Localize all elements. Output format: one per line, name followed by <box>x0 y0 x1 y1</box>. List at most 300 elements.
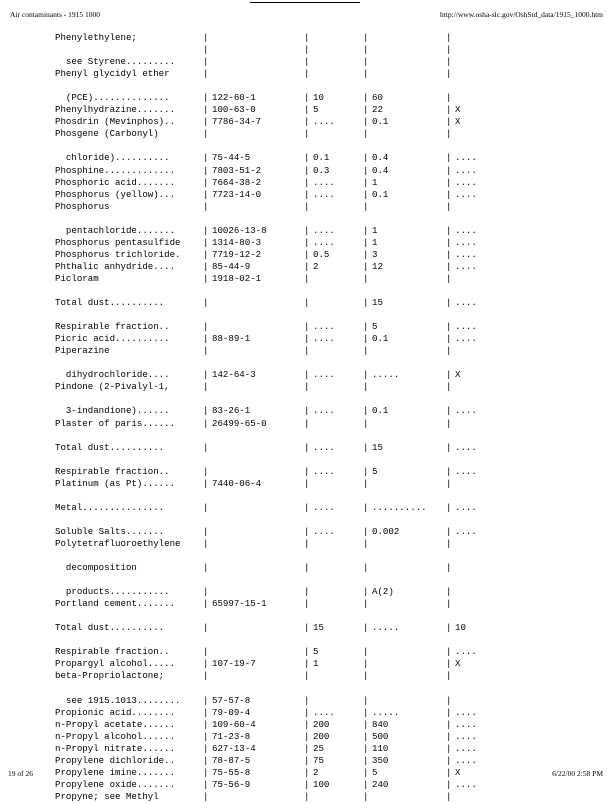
column-separator <box>203 514 212 526</box>
mgm3-value: .......... <box>372 501 427 513</box>
column-separator: | <box>363 56 369 68</box>
cas-number: 109-60-4 <box>212 718 256 730</box>
cas-number: 78-87-5 <box>212 754 251 766</box>
column-separator <box>363 490 372 502</box>
column-separator: | <box>203 742 209 754</box>
mgm3-value: 110 <box>372 742 389 754</box>
column-separator: | <box>203 321 209 333</box>
column-separator: | <box>203 32 209 43</box>
column-separator <box>203 393 212 405</box>
column-separator: | <box>304 200 310 212</box>
column-separator: | <box>304 706 310 718</box>
column-separator: | <box>446 272 452 284</box>
column-separator: | <box>446 778 452 790</box>
column-separator <box>363 140 372 152</box>
mgm3-value: 12 <box>372 260 383 272</box>
cas-number: 26499-65-0 <box>212 417 267 429</box>
substance-name: Phenylethylene; <box>55 32 137 43</box>
column-separator: | <box>446 200 452 212</box>
column-separator: | <box>363 44 369 56</box>
table-row <box>55 430 595 442</box>
cas-number: 79-09-4 <box>212 706 251 718</box>
column-separator: | <box>446 694 452 706</box>
column-separator: | <box>304 646 310 658</box>
substance-name: Respirable fraction.. <box>55 321 170 333</box>
ppm-value: 0.3 <box>313 164 330 176</box>
cas-number: 85-44-9 <box>212 260 251 272</box>
ppm-value: 5 <box>313 646 319 658</box>
table-row <box>55 574 595 586</box>
substance-name: n-Propyl alcohol...... <box>55 730 176 742</box>
footer-page-number: 19 of 26 <box>8 769 33 778</box>
column-separator: | <box>304 56 310 68</box>
ppm-value: 75 <box>313 754 324 766</box>
column-separator <box>446 309 455 321</box>
table-row <box>55 658 595 670</box>
table-row <box>55 116 595 128</box>
mgm3-value: 0.1 <box>372 333 389 345</box>
cas-number: 1314-80-3 <box>212 236 262 248</box>
ppm-value: 25 <box>313 742 324 754</box>
cas-number: 7719-12-2 <box>212 248 262 260</box>
column-separator: | <box>304 333 310 345</box>
substance-name: Piperazine <box>55 345 110 357</box>
table-row <box>55 767 595 779</box>
column-separator <box>363 309 372 321</box>
column-separator <box>203 309 212 321</box>
column-separator <box>446 140 455 152</box>
substance-name: Phosphoric acid....... <box>55 176 176 188</box>
skin-value: X <box>455 116 461 128</box>
column-separator <box>304 357 313 369</box>
column-separator: | <box>363 224 369 236</box>
cas-number: 75-44-5 <box>212 152 251 164</box>
column-separator: | <box>203 790 209 802</box>
footer-timestamp: 6/22/00 2:58 PM <box>552 769 603 778</box>
table-row <box>55 140 595 152</box>
column-separator: | <box>203 200 209 212</box>
skin-value: .... <box>455 441 477 453</box>
column-separator: | <box>304 586 310 598</box>
column-separator: | <box>446 670 452 682</box>
table-row <box>55 92 595 104</box>
column-separator: | <box>304 224 310 236</box>
column-separator: | <box>304 321 310 333</box>
ppm-value: 2 <box>313 766 319 778</box>
column-separator: | <box>446 754 452 766</box>
skin-value: .... <box>455 501 477 513</box>
substance-name: Phosdrin (Mevinphos).. <box>55 116 176 128</box>
column-separator: | <box>304 766 310 778</box>
skin-value: .... <box>455 260 477 272</box>
table-row <box>55 68 595 80</box>
column-separator: | <box>304 658 310 670</box>
mgm3-value: ..... <box>372 622 400 634</box>
mgm3-value: 3 <box>372 248 378 260</box>
column-separator: | <box>304 128 310 140</box>
substance-name: Picric acid.......... <box>55 333 170 345</box>
column-separator: | <box>363 260 369 272</box>
column-separator: | <box>363 321 369 333</box>
column-separator <box>363 634 372 646</box>
column-separator: | <box>446 405 452 417</box>
ppm-value: .... <box>313 465 335 477</box>
substance-name: Respirable fraction.. <box>55 646 170 658</box>
column-separator <box>363 80 372 92</box>
table-row <box>55 285 595 297</box>
substance-name: decomposition <box>55 562 137 574</box>
column-separator: | <box>203 381 209 393</box>
column-separator: | <box>304 176 310 188</box>
cas-number: 75-56-9 <box>212 778 251 790</box>
table-row <box>55 237 595 249</box>
skin-value: .... <box>455 754 477 766</box>
column-separator <box>363 454 372 466</box>
column-separator <box>446 80 455 92</box>
column-separator: | <box>446 501 452 513</box>
mgm3-value: 5 <box>372 465 378 477</box>
column-separator: | <box>304 152 310 164</box>
column-separator: | <box>203 345 209 357</box>
column-separator: | <box>446 92 452 104</box>
column-separator: | <box>304 718 310 730</box>
column-separator <box>304 574 313 586</box>
column-separator: | <box>363 345 369 357</box>
table-row <box>55 743 595 755</box>
top-rule <box>250 2 360 3</box>
column-separator: | <box>446 345 452 357</box>
skin-value: .... <box>455 176 477 188</box>
substance-name: Propylene oxide....... <box>55 778 176 790</box>
table-row <box>55 538 595 550</box>
skin-value: .... <box>455 164 477 176</box>
column-separator <box>363 574 372 586</box>
table-row <box>55 454 595 466</box>
column-separator: | <box>363 333 369 345</box>
column-separator: | <box>363 369 369 381</box>
column-separator: | <box>203 128 209 140</box>
substance-name: Total dust.......... <box>55 441 165 453</box>
column-separator <box>304 550 313 562</box>
mgm3-value: 0.002 <box>372 525 400 537</box>
table-row <box>55 634 595 646</box>
column-separator: | <box>446 128 452 140</box>
column-separator <box>446 634 455 646</box>
column-separator: | <box>203 694 209 706</box>
cas-number: 142-64-3 <box>212 369 256 381</box>
table-row <box>55 381 595 393</box>
column-separator <box>304 490 313 502</box>
table-row <box>55 345 595 357</box>
cas-number: 7440-06-4 <box>212 477 262 489</box>
column-separator: | <box>203 718 209 730</box>
table-row <box>55 333 595 345</box>
mgm3-value: 5 <box>372 766 378 778</box>
column-separator: | <box>304 417 310 429</box>
column-separator: | <box>446 477 452 489</box>
mgm3-value: 0.1 <box>372 188 389 200</box>
column-separator: | <box>446 598 452 610</box>
header-left: Air contaminants - 1915 1000 <box>10 10 100 19</box>
column-separator <box>304 393 313 405</box>
column-separator: | <box>446 417 452 429</box>
table-row <box>55 213 595 225</box>
column-separator: | <box>363 754 369 766</box>
skin-value: .... <box>455 465 477 477</box>
cas-number: 10026-13-8 <box>212 224 267 236</box>
column-separator: | <box>203 501 209 513</box>
column-separator: | <box>203 176 209 188</box>
substance-name: Respirable fraction.. <box>55 465 170 477</box>
column-separator: | <box>446 381 452 393</box>
substance-name: n-Propyl nitrate...... <box>55 742 176 754</box>
skin-value: .... <box>455 297 477 309</box>
column-separator: | <box>446 790 452 802</box>
column-separator: | <box>304 32 310 43</box>
column-separator: | <box>446 116 452 128</box>
column-separator: | <box>446 586 452 598</box>
substance-name: (PCE).............. <box>55 92 170 104</box>
ppm-value: .... <box>313 224 335 236</box>
column-separator <box>363 610 372 622</box>
column-separator <box>203 634 212 646</box>
column-separator: | <box>304 754 310 766</box>
column-separator: | <box>203 754 209 766</box>
table-row <box>55 201 595 213</box>
mgm3-value: 0.1 <box>372 116 389 128</box>
column-separator <box>304 454 313 466</box>
column-separator: | <box>446 562 452 574</box>
column-separator: | <box>446 236 452 248</box>
table-row <box>55 369 595 381</box>
substance-name: Picloram <box>55 272 99 284</box>
substance-name: Portland cement....... <box>55 598 176 610</box>
cas-number: 75-55-8 <box>212 766 251 778</box>
ppm-value: .... <box>313 501 335 513</box>
column-separator: | <box>203 646 209 658</box>
ppm-value: .... <box>313 116 335 128</box>
skin-value: .... <box>455 224 477 236</box>
column-separator: | <box>363 537 369 549</box>
column-separator: | <box>446 321 452 333</box>
column-separator: | <box>446 44 452 56</box>
substance-name: Phosgene (Carbonyl) <box>55 128 159 140</box>
skin-value: .... <box>455 152 477 164</box>
table-row <box>55 755 595 767</box>
column-separator: | <box>446 188 452 200</box>
cas-number: 122-60-1 <box>212 92 256 104</box>
ppm-value: .... <box>313 176 335 188</box>
mgm3-value: ..... <box>372 369 400 381</box>
cas-number: 7664-38-2 <box>212 176 262 188</box>
column-separator <box>304 140 313 152</box>
table-row <box>55 526 595 538</box>
column-separator: | <box>363 694 369 706</box>
substance-name: Phenylhydrazine....... <box>55 104 176 116</box>
column-separator <box>203 454 212 466</box>
column-separator <box>363 213 372 225</box>
column-separator: | <box>203 297 209 309</box>
column-separator: | <box>363 248 369 260</box>
column-separator: | <box>363 742 369 754</box>
column-separator: | <box>446 260 452 272</box>
substance-name: Phosphine............. <box>55 164 176 176</box>
column-separator: | <box>203 164 209 176</box>
column-separator: | <box>304 670 310 682</box>
column-separator: | <box>203 622 209 634</box>
column-separator: | <box>363 164 369 176</box>
ppm-value: .... <box>313 441 335 453</box>
ppm-value: 10 <box>313 92 324 104</box>
table-row <box>55 598 595 610</box>
table-row <box>55 393 595 405</box>
table-row <box>55 622 595 634</box>
column-separator: | <box>304 164 310 176</box>
substance-name: Phosphorus pentasulfide <box>55 236 181 248</box>
skin-value: X <box>455 369 461 381</box>
mgm3-value: 500 <box>372 730 389 742</box>
table-row <box>55 707 595 719</box>
column-separator: | <box>446 706 452 718</box>
column-separator: | <box>363 104 369 116</box>
column-separator: | <box>304 248 310 260</box>
column-separator: | <box>363 646 369 658</box>
column-separator: | <box>304 188 310 200</box>
table-row <box>55 273 595 285</box>
column-separator: | <box>203 188 209 200</box>
ppm-value: 5 <box>313 104 319 116</box>
column-separator: | <box>363 501 369 513</box>
substance-name: chloride).......... <box>55 152 170 164</box>
table-row <box>55 104 595 116</box>
column-separator: | <box>304 525 310 537</box>
column-separator: | <box>203 224 209 236</box>
column-separator: | <box>446 224 452 236</box>
column-separator: | <box>304 260 310 272</box>
table-row <box>55 586 595 598</box>
table-row <box>55 177 595 189</box>
column-separator: | <box>304 381 310 393</box>
column-separator: | <box>446 441 452 453</box>
column-separator: | <box>203 272 209 284</box>
column-separator: | <box>363 766 369 778</box>
table-row <box>55 225 595 237</box>
table-row <box>55 442 595 454</box>
table-row <box>55 562 595 574</box>
skin-value: .... <box>455 646 477 658</box>
column-separator <box>446 285 455 297</box>
substance-name: beta-Propriolactone; <box>55 670 165 682</box>
skin-value: .... <box>455 188 477 200</box>
column-separator: | <box>363 116 369 128</box>
column-separator <box>304 285 313 297</box>
column-separator: | <box>363 670 369 682</box>
column-separator <box>203 285 212 297</box>
column-separator: | <box>446 32 452 43</box>
table-row <box>55 56 595 68</box>
column-separator: | <box>203 260 209 272</box>
column-separator: | <box>363 586 369 598</box>
table-row <box>55 418 595 430</box>
column-separator <box>203 490 212 502</box>
column-separator: | <box>446 68 452 80</box>
column-separator <box>203 610 212 622</box>
column-separator <box>203 550 212 562</box>
column-separator: | <box>304 297 310 309</box>
substance-name: see 1915.1013........ <box>55 694 181 706</box>
table-row <box>55 44 595 56</box>
column-separator: | <box>446 56 452 68</box>
column-separator <box>446 430 455 442</box>
column-separator: | <box>446 646 452 658</box>
column-separator: | <box>203 441 209 453</box>
table-row <box>55 165 595 177</box>
table-row <box>55 683 595 695</box>
mgm3-value: 22 <box>372 104 383 116</box>
column-separator: | <box>446 297 452 309</box>
column-separator: | <box>304 68 310 80</box>
column-separator: | <box>446 537 452 549</box>
table-row <box>55 32 595 44</box>
column-separator: | <box>363 297 369 309</box>
column-separator <box>363 393 372 405</box>
column-separator <box>203 430 212 442</box>
ppm-value: 2 <box>313 260 319 272</box>
substance-name: 3-indandione)...... <box>55 405 170 417</box>
column-separator: | <box>304 742 310 754</box>
substance-name: Phosphorus <box>55 200 110 212</box>
column-separator: | <box>304 562 310 574</box>
substance-name: Propyne; see Methyl <box>55 790 159 802</box>
table-row <box>55 321 595 333</box>
table-row <box>55 357 595 369</box>
column-separator: | <box>446 164 452 176</box>
ppm-value: .... <box>313 321 335 333</box>
skin-value: .... <box>455 321 477 333</box>
skin-value: .... <box>455 730 477 742</box>
column-separator: | <box>446 333 452 345</box>
column-separator <box>203 140 212 152</box>
mgm3-value: 0.1 <box>372 405 389 417</box>
ppm-value: .... <box>313 706 335 718</box>
skin-value: .... <box>455 778 477 790</box>
column-separator <box>304 634 313 646</box>
column-separator: | <box>203 730 209 742</box>
substance-name: products........... <box>55 586 170 598</box>
column-separator: | <box>304 236 310 248</box>
column-separator: | <box>304 730 310 742</box>
substance-name: Propionic acid........ <box>55 706 176 718</box>
column-separator <box>203 213 212 225</box>
substance-name: n-Propyl acetate...... <box>55 718 176 730</box>
mgm3-value: 0.4 <box>372 164 389 176</box>
column-separator: | <box>304 537 310 549</box>
column-separator: | <box>363 92 369 104</box>
table-row <box>55 466 595 478</box>
skin-value: .... <box>455 405 477 417</box>
column-separator: | <box>363 176 369 188</box>
column-separator: | <box>304 272 310 284</box>
ppm-value: 0.1 <box>313 152 330 164</box>
column-separator: | <box>363 477 369 489</box>
column-separator: | <box>203 92 209 104</box>
ppm-value: 100 <box>313 778 330 790</box>
cas-number: 1918-02-1 <box>212 272 262 284</box>
column-separator: | <box>363 465 369 477</box>
mgm3-value: 350 <box>372 754 389 766</box>
column-separator: | <box>446 718 452 730</box>
substance-name: Total dust.......... <box>55 297 165 309</box>
